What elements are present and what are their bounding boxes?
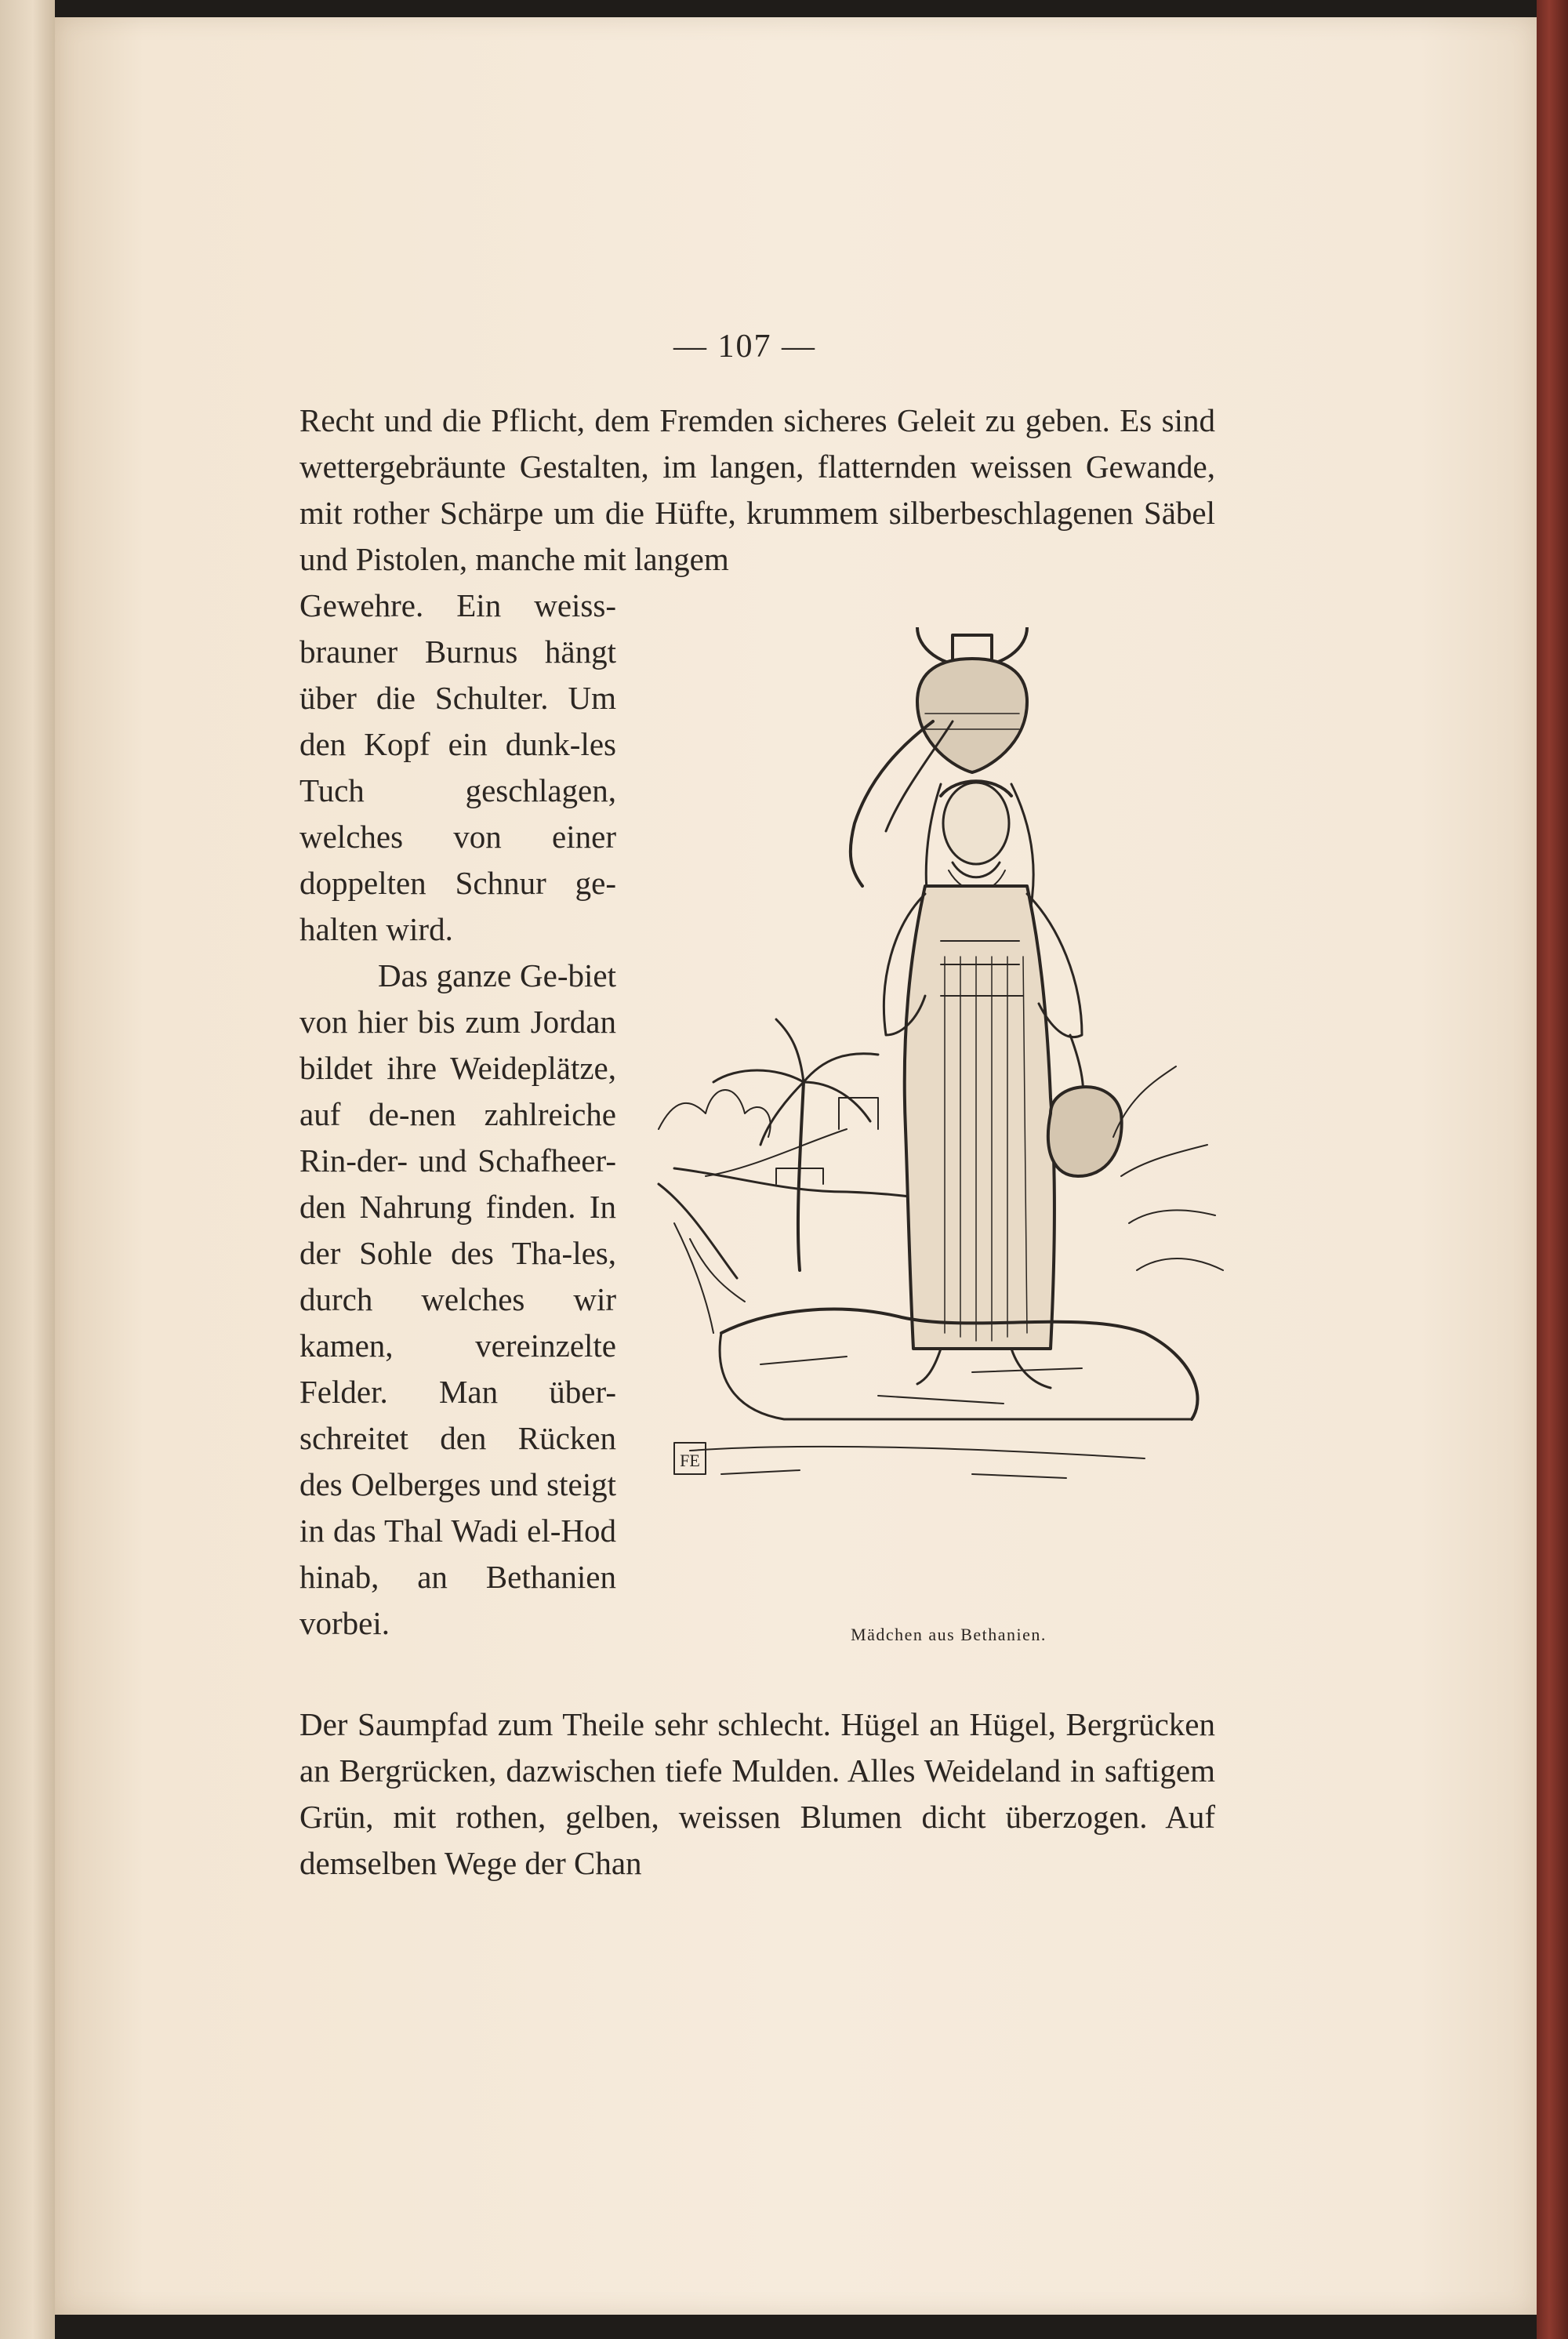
column-paragraph-2: Das ganze Ge-biet von hier bis zum Jordan bildet ihre Weideplätze, auf de-nen zahlreiche Rin-der- und Schafheer-den Nahrung finden. In der Sohle des Tha-les, durch welches wir kamen, vereinzelte Felder. Man über-schreitet den Rücken des Oelberges und steigt in das Thal Wadi el-Hod hinab, an Bethanien vorbei. bbox=[299, 957, 616, 1641]
page-number: — 107 — bbox=[673, 329, 816, 365]
paragraph-top bbox=[299, 398, 1215, 583]
facing-page-edge bbox=[0, 0, 55, 2339]
illustration-caption: Mädchen aus Bethanien. bbox=[851, 1625, 1047, 1644]
column-paragraph-1: Gewehre. Ein weiss-brauner Burnus hängt über die Schulter. Um den Kopf ein dunk-les Tuch geschlagen, welches von einer doppelten Schnur ge-halten wird. bbox=[299, 587, 616, 947]
book-cover-edge bbox=[1537, 0, 1568, 2339]
paragraph-bottom-text: Der Saumpfad zum Theile sehr schlecht. Hügel an Hügel, Bergrücken an Bergrücken, dazwischen tiefe Mulden. Alles Weideland in saftigem Grün, mit rothen, gelben, weissen Blumen dicht überzogen. Auf demselben Wege der Chan bbox=[299, 1706, 1215, 1881]
paragraph-bottom bbox=[299, 1702, 1215, 1887]
text-column-beside-illustration bbox=[299, 583, 616, 1647]
illustration-monogram: FE bbox=[680, 1451, 700, 1470]
illustration-girl-from-bethany bbox=[643, 627, 1239, 1600]
paragraph-top-text: Recht und die Pflicht, dem Fremden sicheres Geleit zu geben. Es sind wettergebräunte Gestalten, im langen, flatternden weissen Gewande, mit rother Schärpe um die Hüfte, krummem silberbeschlagenen Säbel und Pistolen, manche mit langem bbox=[299, 402, 1215, 577]
